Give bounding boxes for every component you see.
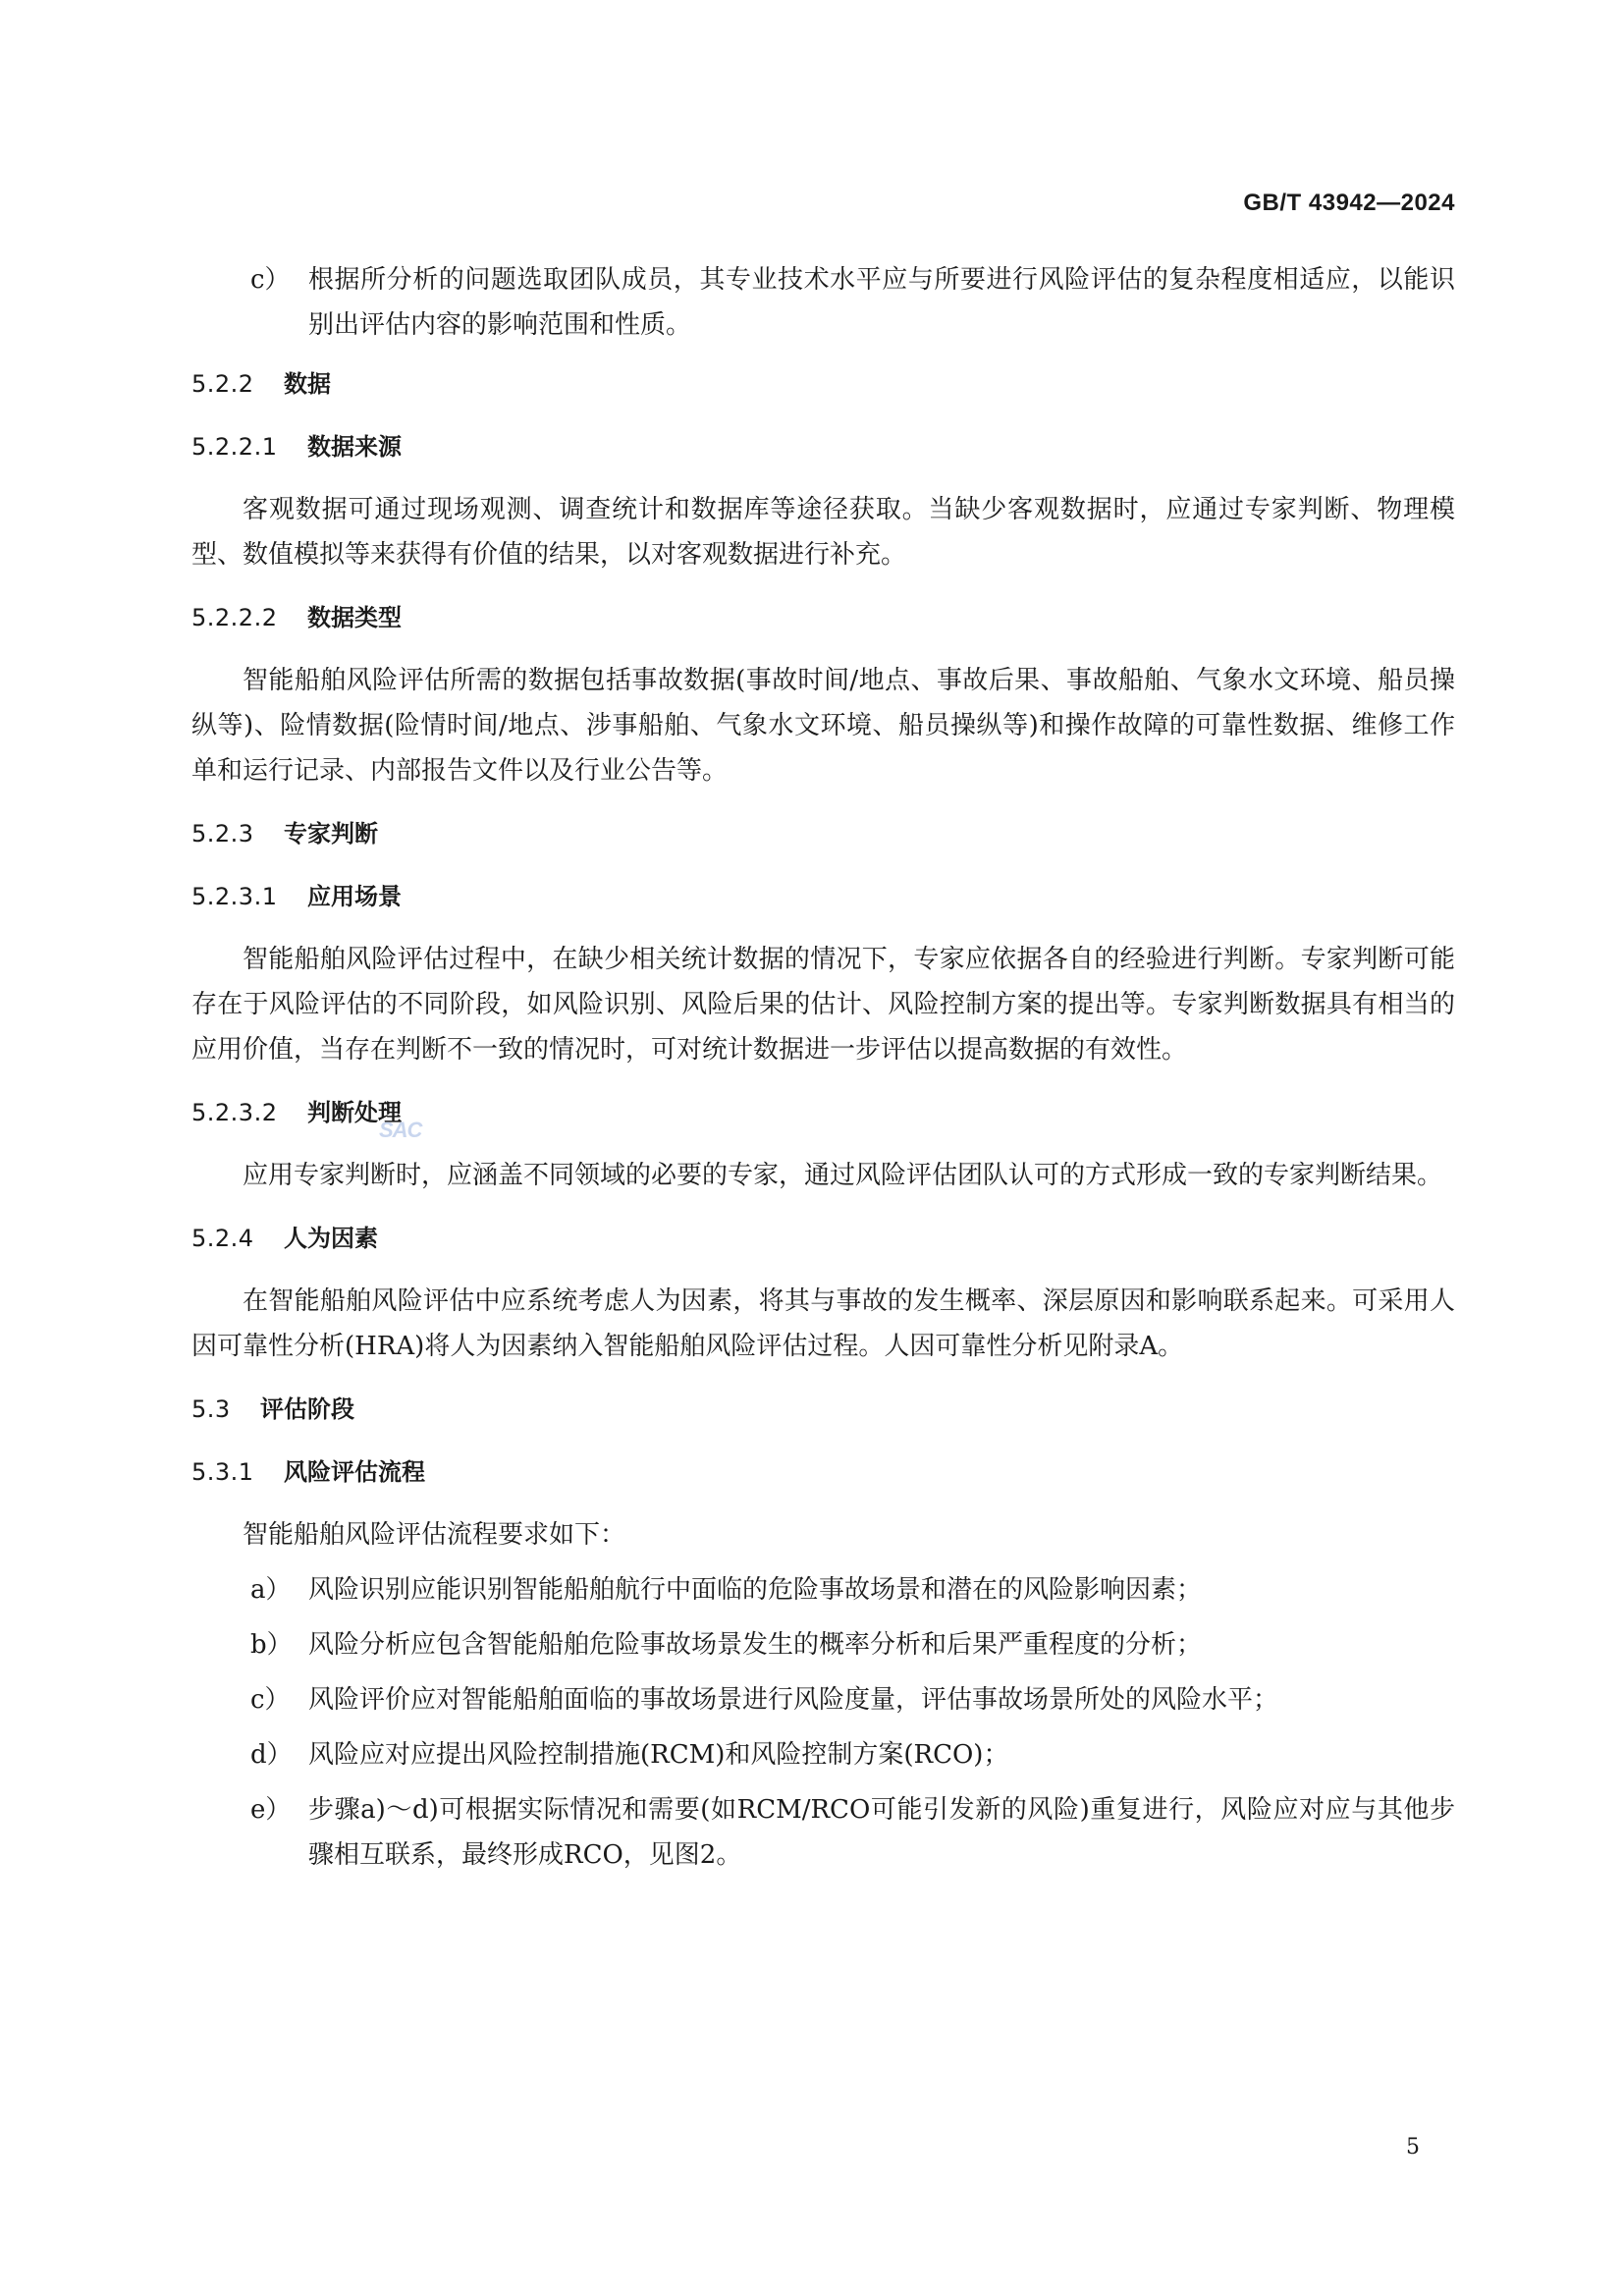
list-marker: d） (250, 1740, 293, 1770)
section-number: 5.3.1 (191, 1458, 254, 1486)
section-title: 数据来源 (307, 433, 402, 461)
section-title: 评估阶段 (260, 1395, 354, 1423)
list-item-c (191, 1677, 1455, 1722)
section-heading-5-3 (191, 1387, 1455, 1432)
list-marker: c） (250, 265, 291, 295)
section-heading-5-2-2 (191, 361, 1455, 407)
paragraph-application-scenario: 智能船舶风险评估过程中，在缺少相关统计数据的情况下，专家应依据各自的经验进行判断。专家判断可能存在于风险评估的不同阶段，如风险识别、风险后果的估计、风险控制方案的提出等。专家判断数据具有相当的应用价值，当存在判断不一致的情况时，可对统计数据进一步评估以提高数据的有效性。 (191, 945, 1455, 1065)
list-marker: c） (250, 1685, 291, 1715)
section-heading-5-2-2-1 (191, 424, 1455, 469)
list-text: 风险分析应包含智能船舶危险事故场景发生的概率分析和后果严重程度的分析； (308, 1630, 1203, 1660)
section-number: 5.2.2.2 (191, 604, 278, 631)
list-marker: e） (250, 1795, 292, 1825)
section-heading-5-2-2-2 (191, 595, 1455, 640)
paragraph-process-intro: 智能船舶风险评估流程要求如下： (243, 1520, 626, 1550)
paragraph-judgment-processing: 应用专家判断时，应涵盖不同领域的必要的专家，通过风险评估团队认可的方式形成一致的专家判断结果。 (243, 1161, 1443, 1190)
section-number: 5.3 (191, 1395, 231, 1423)
list-text: 风险识别应能识别智能船舶航行中面临的危险事故场景和潜在的风险影响因素； (308, 1575, 1203, 1605)
section-heading-5-2-3 (191, 811, 1455, 856)
section-heading-5-2-3-1 (191, 874, 1455, 919)
section-number: 5.2.2 (191, 370, 254, 398)
section-heading-5-2-4 (191, 1216, 1455, 1261)
section-title: 风险评估流程 (284, 1458, 425, 1486)
section-title: 数据 (284, 370, 331, 398)
section-title: 专家判断 (284, 820, 378, 847)
list-marker: a） (250, 1575, 292, 1605)
section-title: 判断处理 (307, 1099, 402, 1126)
paragraph-data-type: 智能船舶风险评估所需的数据包括事故数据(事故时间/地点、事故后果、事故船舶、气象水文环境、船员操纵等)、险情数据(险情时间/地点、涉事船舶、气象水文环境、船员操纵等)和操作故障的可靠性数据、维修工作单和运行记录、内部报告文件以及行业公告等。 (191, 666, 1455, 786)
section-title: 数据类型 (307, 604, 402, 631)
document-body (191, 257, 1455, 1887)
page-number: 5 (1406, 2135, 1420, 2159)
section-title: 人为因素 (284, 1225, 378, 1252)
list-text: 根据所分析的问题选取团队成员，其专业技术水平应与所要进行风险评估的复杂程度相适应，以能识别出评估内容的影响范围和性质。 (308, 265, 1455, 340)
sac-watermark: SAC (379, 1118, 422, 1142)
list-item-d (191, 1732, 1455, 1777)
section-heading-5-3-1 (191, 1449, 1455, 1495)
section-number: 5.2.3.2 (191, 1099, 278, 1126)
list-text: 步骤a)～d)可根据实际情况和需要(如RCM/RCO可能引发新的风险)重复进行，风险应对应与其他步骤相互联系，最终形成RCO，见图2。 (308, 1795, 1455, 1870)
list-item-b (191, 1622, 1455, 1667)
list-text: 风险应对应提出风险控制措施(RCM)和风险控制方案(RCO)； (308, 1740, 1009, 1770)
section-number: 5.2.2.1 (191, 433, 278, 461)
list-text: 风险评价应对智能船舶面临的事故场景进行风险度量，评估事故场景所处的风险水平； (308, 1685, 1279, 1715)
section-number: 5.2.4 (191, 1225, 254, 1252)
list-item-a (191, 1567, 1455, 1613)
section-number: 5.2.3 (191, 820, 254, 847)
section-number: 5.2.3.1 (191, 883, 278, 910)
paragraph-data-source: 客观数据可通过现场观测、调查统计和数据库等途径获取。当缺少客观数据时，应通过专家判断、物理模型、数值模拟等来获得有价值的结果，以对客观数据进行补充。 (191, 495, 1455, 570)
list-item-e (191, 1787, 1455, 1878)
list-marker: b） (250, 1630, 293, 1660)
document-code: GB/T 43942—2024 (1243, 190, 1455, 216)
paragraph-human-factors: 在智能船舶风险评估中应系统考虑人为因素，将其与事故的发生概率、深层原因和影响联系起来。可采用人因可靠性分析(HRA)将人为因素纳入智能船舶风险评估过程。人因可靠性分析见附录A。 (191, 1286, 1455, 1361)
section-title: 应用场景 (307, 883, 402, 910)
list-item-c (191, 257, 1455, 348)
